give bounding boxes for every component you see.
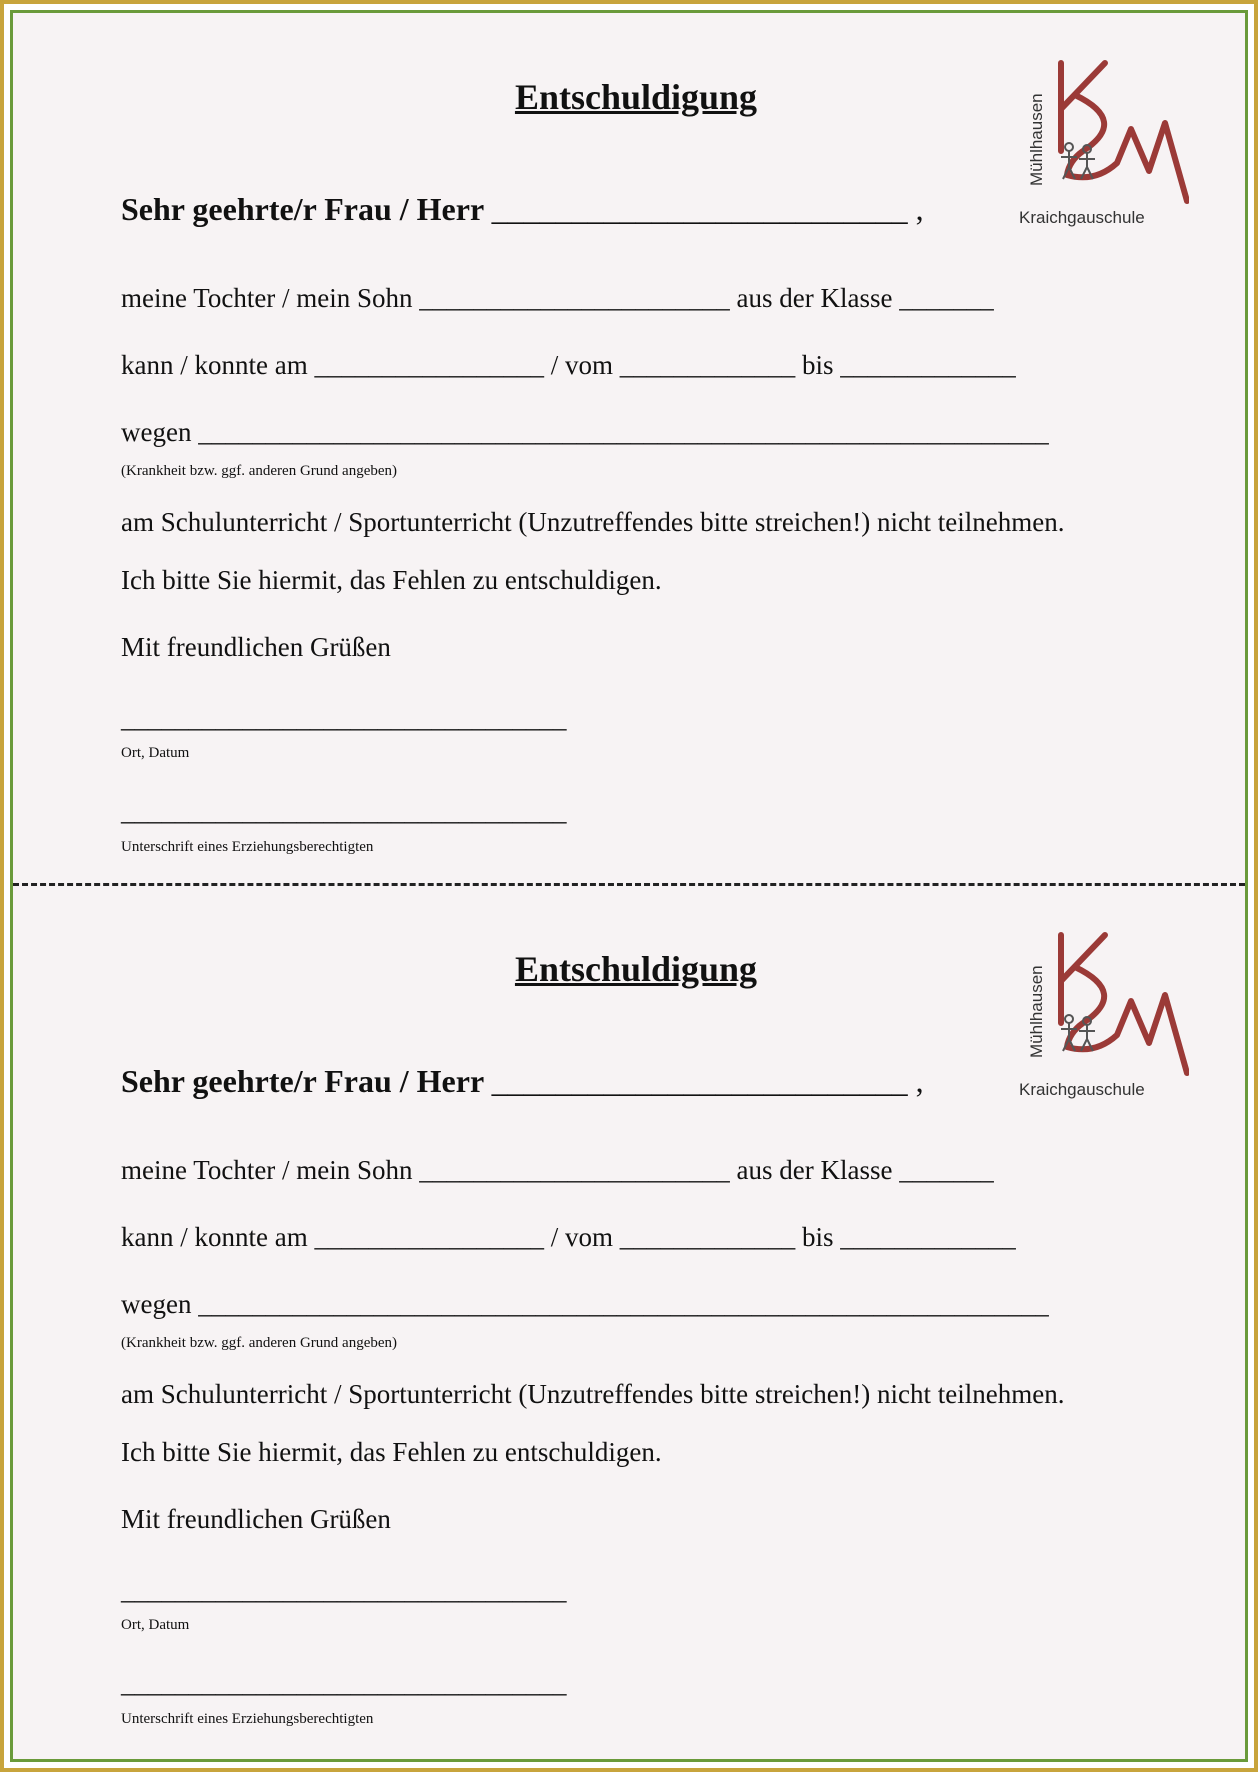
excuse-request: Ich bitte Sie hiermit, das Fehlen zu entschuldigen. (121, 1437, 662, 1467)
reason-note: (Krankheit bzw. ggf. anderen Grund angeben) (121, 1335, 397, 1351)
reason-line[interactable]: wegen _______________________________________________________________ (121, 1289, 1049, 1319)
reason-note: (Krankheit bzw. ggf. anderen Grund angeben) (121, 463, 397, 479)
salutation-text: Sehr geehrte/r Frau / Herr (121, 191, 484, 227)
form-title: Entschuldigung (514, 77, 758, 117)
reason-line[interactable]: wegen _______________________________________________________________ (121, 417, 1049, 447)
signature-label: Unterschrift eines Erziehungsberechtigten (121, 1711, 374, 1727)
place-date-label: Ort, Datum (121, 745, 190, 761)
signature-label: Unterschrift eines Erziehungsberechtigten (121, 839, 374, 855)
signature-blank[interactable]: _________________________________ (121, 796, 567, 826)
school-logo-icon (1009, 923, 1189, 1103)
salutation-line (121, 1063, 924, 1100)
place-date-blank[interactable]: _________________________________ (121, 1575, 567, 1605)
closing-greeting: Mit freundlichen Grüßen (121, 1504, 391, 1534)
date-range-line[interactable]: kann / konnte am _________________ / vom _____________ bis _____________ (121, 350, 1016, 380)
salutation-text: Sehr geehrte/r Frau / Herr (121, 1063, 484, 1099)
place-date-label: Ort, Datum (121, 1617, 190, 1633)
school-logo-icon (1009, 51, 1189, 231)
recipient-name-blank[interactable]: __________________________ , (491, 1063, 924, 1099)
absence-statement: am Schulunterricht / Sportunterricht (Unzutreffendes bitte streichen!) nicht teilnehmen. (121, 1379, 1065, 1409)
excuse-form-1 (13, 13, 1245, 873)
place-date-blank[interactable]: _________________________________ (121, 703, 567, 733)
logo-vertical-text: Mühlhausen (1027, 93, 1046, 186)
child-class-line[interactable]: meine Tochter / mein Sohn _______________________ aus der Klasse _______ (121, 283, 994, 313)
page-inner (10, 10, 1248, 1762)
absence-statement: am Schulunterricht / Sportunterricht (Unzutreffendes bitte streichen!) nicht teilnehmen. (121, 507, 1065, 537)
signature-blank[interactable]: _________________________________ (121, 1668, 567, 1698)
recipient-name-blank[interactable]: __________________________ , (491, 191, 924, 227)
excuse-request: Ich bitte Sie hiermit, das Fehlen zu entschuldigen. (121, 565, 662, 595)
date-range-line[interactable]: kann / konnte am _________________ / vom _____________ bis _____________ (121, 1222, 1016, 1252)
logo-bottom-text: Kraichgauschule (1019, 208, 1145, 227)
excuse-form-2 (13, 885, 1245, 1745)
logo-bottom-text: Kraichgauschule (1019, 1080, 1145, 1099)
child-class-line[interactable]: meine Tochter / mein Sohn _______________________ aus der Klasse _______ (121, 1155, 994, 1185)
salutation-line (121, 191, 924, 228)
closing-greeting: Mit freundlichen Grüßen (121, 632, 391, 662)
logo-vertical-text: Mühlhausen (1027, 965, 1046, 1058)
form-title: Entschuldigung (514, 949, 758, 989)
